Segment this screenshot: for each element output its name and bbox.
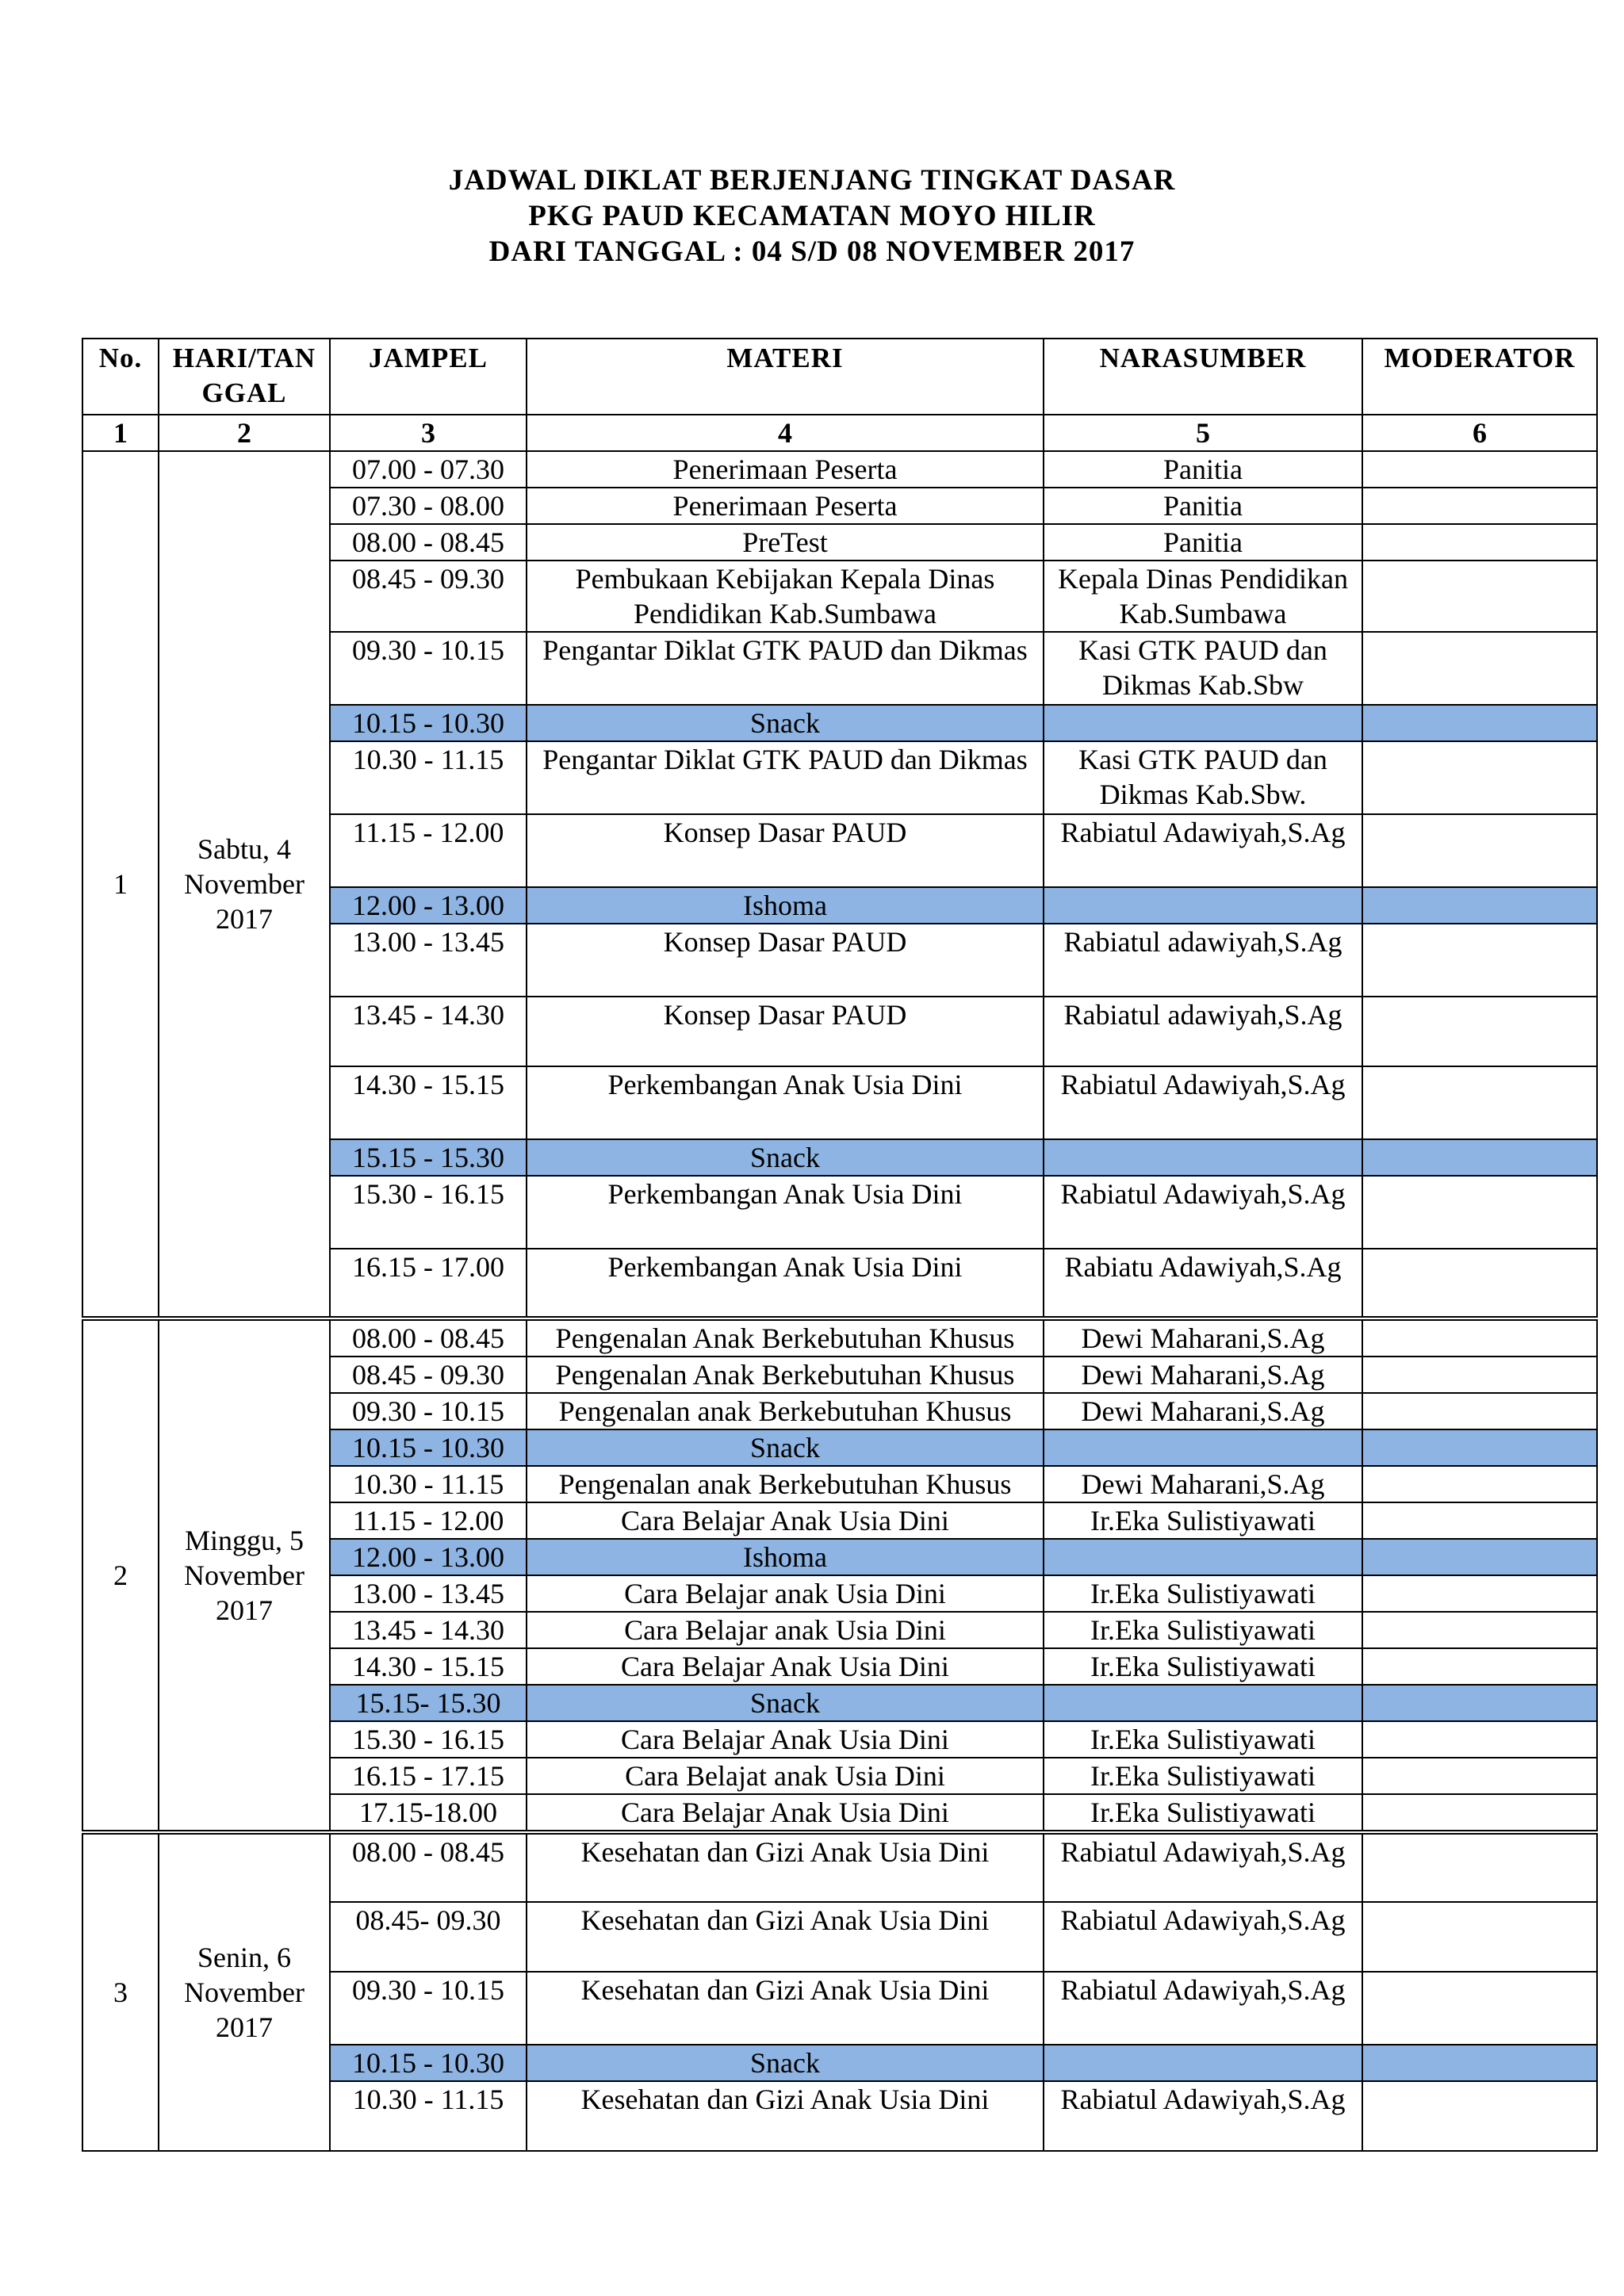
session-narasumber bbox=[1044, 705, 1362, 741]
session-materi: Cara Belajar anak Usia Dini bbox=[527, 1575, 1044, 1612]
document-header bbox=[0, 163, 1624, 270]
session-narasumber: Panitia bbox=[1044, 451, 1362, 488]
session-narasumber: Ir.Eka Sulistiyawati bbox=[1044, 1612, 1362, 1648]
col-number: 3 bbox=[330, 415, 527, 451]
day-number: 1 bbox=[82, 451, 159, 1318]
session-time: 08.45 - 09.30 bbox=[330, 561, 527, 632]
session-narasumber: Rabiatul Adawiyah,S.Ag bbox=[1044, 1066, 1362, 1139]
day-date: Minggu, 5 November 2017 bbox=[159, 1318, 330, 1832]
session-time: 13.00 - 13.45 bbox=[330, 1575, 527, 1612]
session-materi: Perkembangan Anak Usia Dini bbox=[527, 1176, 1044, 1249]
session-moderator bbox=[1362, 705, 1597, 741]
session-moderator bbox=[1362, 1794, 1597, 1832]
session-time: 12.00 - 13.00 bbox=[330, 887, 527, 924]
session-narasumber: Ir.Eka Sulistiyawati bbox=[1044, 1794, 1362, 1832]
session-time: 16.15 - 17.15 bbox=[330, 1758, 527, 1794]
session-materi: Kesehatan dan Gizi Anak Usia Dini bbox=[527, 1832, 1044, 1902]
session-time: 12.00 - 13.00 bbox=[330, 1539, 527, 1575]
session-narasumber bbox=[1044, 887, 1362, 924]
title-line-1: JADWAL DIKLAT BERJENJANG TINGKAT DASAR bbox=[448, 164, 1176, 197]
session-time: 09.30 - 10.15 bbox=[330, 1972, 527, 2045]
session-materi: Perkembangan Anak Usia Dini bbox=[527, 1249, 1044, 1318]
session-moderator bbox=[1362, 1612, 1597, 1648]
session-moderator bbox=[1362, 1758, 1597, 1794]
session-time: 09.30 - 10.15 bbox=[330, 1393, 527, 1429]
session-time: 08.00 - 08.45 bbox=[330, 1318, 527, 1357]
session-materi: Konsep Dasar PAUD bbox=[527, 814, 1044, 887]
session-moderator bbox=[1362, 1429, 1597, 1466]
session-moderator bbox=[1362, 1972, 1597, 2045]
session-moderator bbox=[1362, 1648, 1597, 1685]
session-narasumber: Kasi GTK PAUD dan Dikmas Kab.Sbw bbox=[1044, 632, 1362, 705]
schedule-table bbox=[82, 338, 1598, 2152]
session-time: 09.30 - 10.15 bbox=[330, 632, 527, 705]
session-narasumber: Panitia bbox=[1044, 524, 1362, 561]
session-materi: Cara Belajar Anak Usia Dini bbox=[527, 1721, 1044, 1758]
session-time: 07.00 - 07.30 bbox=[330, 451, 527, 488]
day-number: 2 bbox=[82, 1318, 159, 1832]
session-materi: Penerimaan Peserta bbox=[527, 451, 1044, 488]
session-moderator bbox=[1362, 887, 1597, 924]
session-time: 15.30 - 16.15 bbox=[330, 1176, 527, 1249]
session-time: 08.00 - 08.45 bbox=[330, 1832, 527, 1902]
session-materi: Pengenalan anak Berkebutuhan Khusus bbox=[527, 1393, 1044, 1429]
session-time: 08.45 - 09.30 bbox=[330, 1357, 527, 1393]
session-moderator bbox=[1362, 924, 1597, 997]
col-number: 5 bbox=[1044, 415, 1362, 451]
day-date: Sabtu, 4 November 2017 bbox=[159, 451, 330, 1318]
session-materi: Cara Belajar anak Usia Dini bbox=[527, 1612, 1044, 1648]
session-materi: Pengantar Diklat GTK PAUD dan Dikmas bbox=[527, 632, 1044, 705]
session-moderator bbox=[1362, 451, 1597, 488]
session-moderator bbox=[1362, 1575, 1597, 1612]
session-moderator bbox=[1362, 1902, 1597, 1972]
session-row bbox=[82, 1832, 1597, 1902]
col-number: 2 bbox=[159, 415, 330, 451]
session-narasumber: Rabiatul Adawiyah,S.Ag bbox=[1044, 814, 1362, 887]
session-narasumber: Ir.Eka Sulistiyawati bbox=[1044, 1758, 1362, 1794]
col-number: 1 bbox=[82, 415, 159, 451]
session-moderator bbox=[1362, 632, 1597, 705]
session-moderator bbox=[1362, 1721, 1597, 1758]
session-narasumber bbox=[1044, 1685, 1362, 1721]
session-moderator bbox=[1362, 1357, 1597, 1393]
session-row bbox=[82, 451, 1597, 488]
session-time: 10.15 - 10.30 bbox=[330, 705, 527, 741]
session-narasumber: Panitia bbox=[1044, 488, 1362, 524]
session-materi: Pengantar Diklat GTK PAUD dan Dikmas bbox=[527, 741, 1044, 814]
day-block-1 bbox=[82, 451, 1597, 1318]
session-materi: Cara Belajar Anak Usia Dini bbox=[527, 1502, 1044, 1539]
session-materi: Cara Belajar Anak Usia Dini bbox=[527, 1648, 1044, 1685]
session-materi: Perkembangan Anak Usia Dini bbox=[527, 1066, 1044, 1139]
session-time: 14.30 - 15.15 bbox=[330, 1066, 527, 1139]
session-materi: Ishoma bbox=[527, 1539, 1044, 1575]
session-narasumber: Rabiatul Adawiyah,S.Ag bbox=[1044, 1902, 1362, 1972]
session-time: 10.30 - 11.15 bbox=[330, 2081, 527, 2151]
session-time: 13.45 - 14.30 bbox=[330, 997, 527, 1066]
session-time: 15.15 - 15.30 bbox=[330, 1139, 527, 1176]
col-header-moderator: MODERATOR bbox=[1362, 339, 1597, 415]
session-narasumber: Ir.Eka Sulistiyawati bbox=[1044, 1721, 1362, 1758]
session-materi: Pengenalan Anak Berkebutuhan Khusus bbox=[527, 1357, 1044, 1393]
session-materi: Snack bbox=[527, 1139, 1044, 1176]
session-narasumber: Rabiatul Adawiyah,S.Ag bbox=[1044, 1176, 1362, 1249]
session-time: 11.15 - 12.00 bbox=[330, 814, 527, 887]
session-narasumber: Kepala Dinas Pendidikan Kab.Sumbawa bbox=[1044, 561, 1362, 632]
session-narasumber: Rabiatu Adawiyah,S.Ag bbox=[1044, 1249, 1362, 1318]
session-moderator bbox=[1362, 1139, 1597, 1176]
col-number: 4 bbox=[527, 415, 1044, 451]
session-time: 10.15 - 10.30 bbox=[330, 2045, 527, 2081]
session-materi: Cara Belajat anak Usia Dini bbox=[527, 1758, 1044, 1794]
session-time: 08.00 - 08.45 bbox=[330, 524, 527, 561]
session-time: 13.45 - 14.30 bbox=[330, 1612, 527, 1648]
session-time: 15.30 - 16.15 bbox=[330, 1721, 527, 1758]
col-header-jampel: JAMPEL bbox=[330, 339, 527, 415]
session-narasumber: Kasi GTK PAUD dan Dikmas Kab.Sbw. bbox=[1044, 741, 1362, 814]
session-moderator bbox=[1362, 1176, 1597, 1249]
session-time: 17.15-18.00 bbox=[330, 1794, 527, 1832]
session-materi: PreTest bbox=[527, 524, 1044, 561]
session-materi: Ishoma bbox=[527, 887, 1044, 924]
session-materi: Snack bbox=[527, 1685, 1044, 1721]
session-materi: Kesehatan dan Gizi Anak Usia Dini bbox=[527, 2081, 1044, 2151]
session-narasumber: Rabiatul adawiyah,S.Ag bbox=[1044, 997, 1362, 1066]
session-narasumber bbox=[1044, 1429, 1362, 1466]
session-narasumber: Rabiatul Adawiyah,S.Ag bbox=[1044, 2081, 1362, 2151]
session-time: 08.45- 09.30 bbox=[330, 1902, 527, 1972]
session-moderator bbox=[1362, 1249, 1597, 1318]
day-block-3 bbox=[82, 1832, 1597, 2151]
session-moderator bbox=[1362, 1685, 1597, 1721]
session-moderator bbox=[1362, 1502, 1597, 1539]
col-header-no: No. bbox=[82, 339, 159, 415]
session-moderator bbox=[1362, 2081, 1597, 2151]
session-moderator bbox=[1362, 741, 1597, 814]
session-narasumber bbox=[1044, 1139, 1362, 1176]
session-narasumber: Rabiatul Adawiyah,S.Ag bbox=[1044, 1972, 1362, 2045]
session-narasumber: Rabiatul adawiyah,S.Ag bbox=[1044, 924, 1362, 997]
session-time: 10.30 - 11.15 bbox=[330, 741, 527, 814]
session-materi: Konsep Dasar PAUD bbox=[527, 997, 1044, 1066]
session-narasumber: Ir.Eka Sulistiyawati bbox=[1044, 1502, 1362, 1539]
session-moderator bbox=[1362, 1066, 1597, 1139]
header-row bbox=[82, 339, 1597, 415]
session-narasumber: Ir.Eka Sulistiyawati bbox=[1044, 1648, 1362, 1685]
session-narasumber: Ir.Eka Sulistiyawati bbox=[1044, 1575, 1362, 1612]
session-row bbox=[82, 1318, 1597, 1357]
session-materi: Penerimaan Peserta bbox=[527, 488, 1044, 524]
session-narasumber: Dewi Maharani,S.Ag bbox=[1044, 1357, 1362, 1393]
session-moderator bbox=[1362, 997, 1597, 1066]
session-moderator bbox=[1362, 524, 1597, 561]
session-materi: Cara Belajar Anak Usia Dini bbox=[527, 1794, 1044, 1832]
session-time: 14.30 - 15.15 bbox=[330, 1648, 527, 1685]
session-materi: Snack bbox=[527, 2045, 1044, 2081]
session-time: 10.30 - 11.15 bbox=[330, 1466, 527, 1502]
session-moderator bbox=[1362, 1466, 1597, 1502]
session-moderator bbox=[1362, 1393, 1597, 1429]
session-materi: Snack bbox=[527, 705, 1044, 741]
session-time: 07.30 - 08.00 bbox=[330, 488, 527, 524]
session-narasumber: Dewi Maharani,S.Ag bbox=[1044, 1318, 1362, 1357]
session-narasumber: Rabiatul Adawiyah,S.Ag bbox=[1044, 1832, 1362, 1902]
session-materi: Kesehatan dan Gizi Anak Usia Dini bbox=[527, 1902, 1044, 1972]
session-narasumber bbox=[1044, 2045, 1362, 2081]
session-time: 13.00 - 13.45 bbox=[330, 924, 527, 997]
session-materi: Konsep Dasar PAUD bbox=[527, 924, 1044, 997]
session-narasumber: Dewi Maharani,S.Ag bbox=[1044, 1466, 1362, 1502]
session-moderator bbox=[1362, 1539, 1597, 1575]
title-line-2: PKG PAUD KECAMATAN MOYO HILIR bbox=[528, 200, 1096, 232]
session-narasumber: Dewi Maharani,S.Ag bbox=[1044, 1393, 1362, 1429]
session-narasumber bbox=[1044, 1539, 1362, 1575]
session-moderator bbox=[1362, 814, 1597, 887]
day-block-2 bbox=[82, 1318, 1597, 1832]
col-header-materi: MATERI bbox=[527, 339, 1044, 415]
col-header-hari: HARI/TANGGAL bbox=[159, 339, 330, 415]
session-moderator bbox=[1362, 488, 1597, 524]
session-materi: Snack bbox=[527, 1429, 1044, 1466]
col-header-narasumber: NARASUMBER bbox=[1044, 339, 1362, 415]
session-materi: Kesehatan dan Gizi Anak Usia Dini bbox=[527, 1972, 1044, 2045]
session-time: 15.15- 15.30 bbox=[330, 1685, 527, 1721]
day-date: Senin, 6 November 2017 bbox=[159, 1832, 330, 2151]
session-moderator bbox=[1362, 561, 1597, 632]
session-materi: Pembukaan Kebijakan Kepala Dinas Pendidikan Kab.Sumbawa bbox=[527, 561, 1044, 632]
column-number-row bbox=[82, 415, 1597, 451]
session-moderator bbox=[1362, 1318, 1597, 1357]
session-materi: Pengenalan Anak Berkebutuhan Khusus bbox=[527, 1318, 1044, 1357]
session-time: 16.15 - 17.00 bbox=[330, 1249, 527, 1318]
session-time: 11.15 - 12.00 bbox=[330, 1502, 527, 1539]
session-moderator bbox=[1362, 1832, 1597, 1902]
session-time: 10.15 - 10.30 bbox=[330, 1429, 527, 1466]
title-line-3: DARI TANGGAL : 04 S/D 08 NOVEMBER 2017 bbox=[488, 235, 1136, 268]
session-moderator bbox=[1362, 2045, 1597, 2081]
day-number: 3 bbox=[82, 1832, 159, 2151]
session-materi: Pengenalan anak Berkebutuhan Khusus bbox=[527, 1466, 1044, 1502]
col-number: 6 bbox=[1362, 415, 1597, 451]
